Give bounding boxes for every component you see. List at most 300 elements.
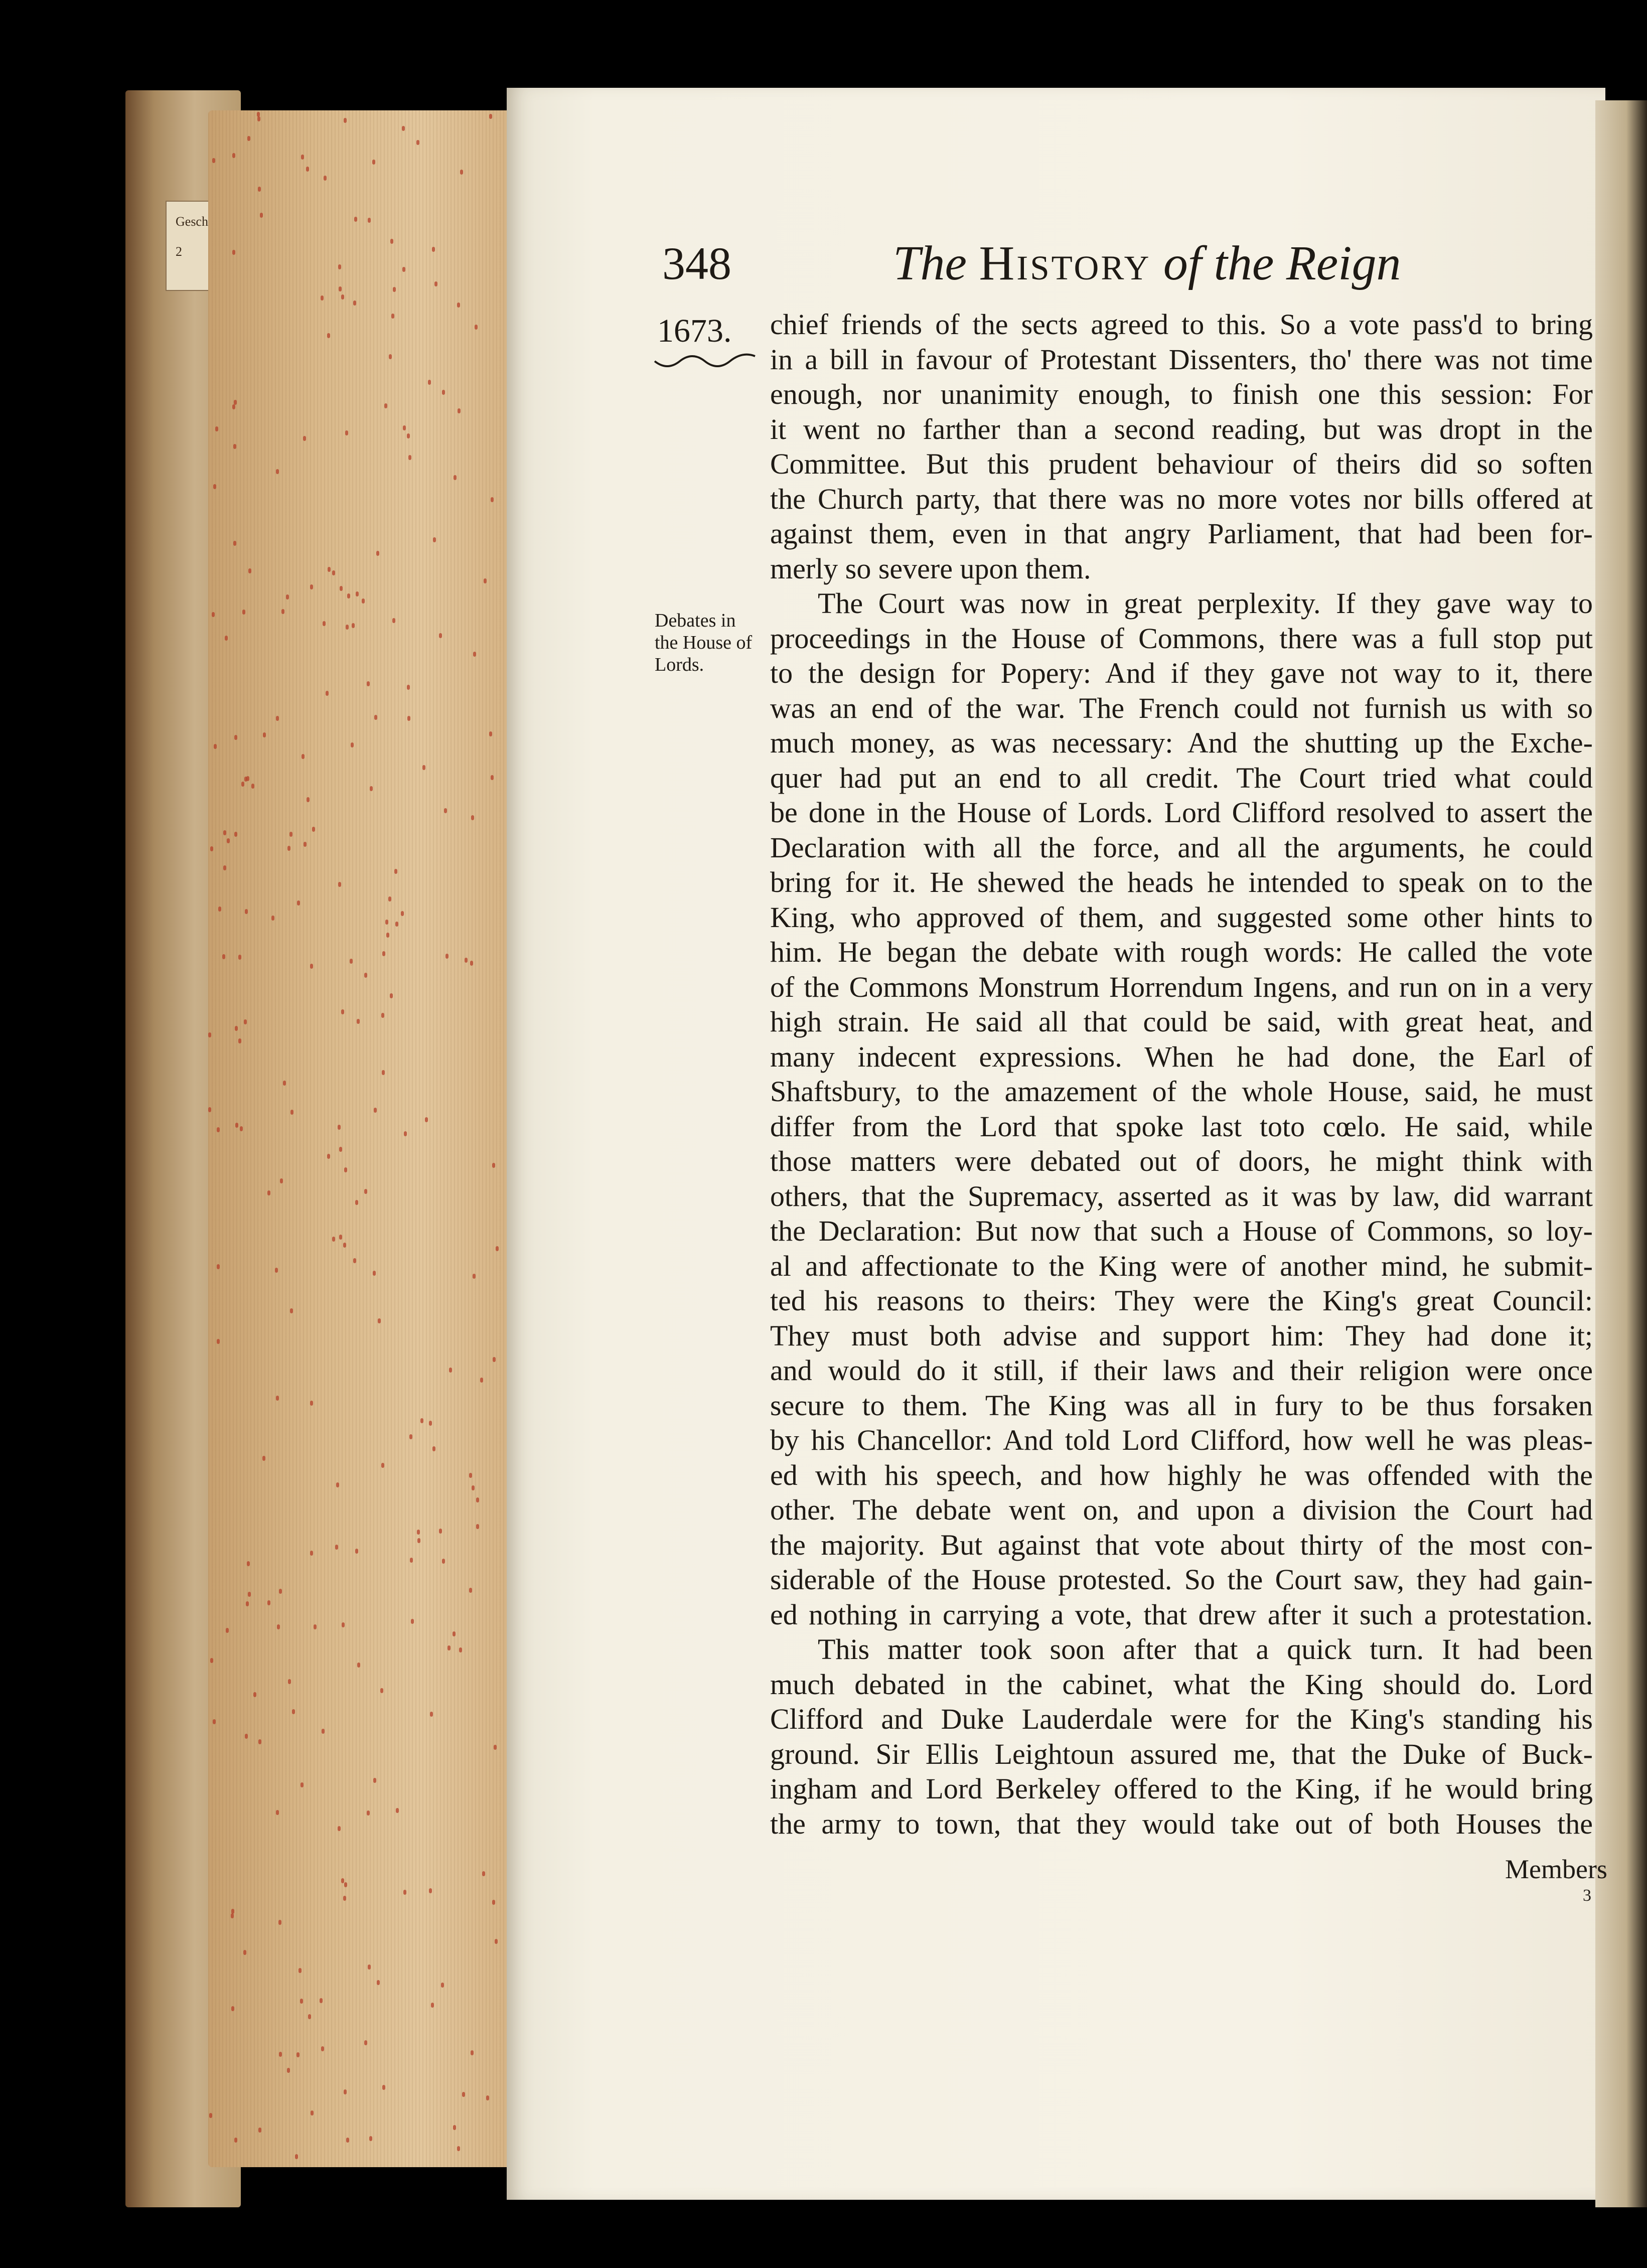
- red-speck: [407, 716, 410, 721]
- red-speck: [472, 1485, 475, 1490]
- red-speck: [409, 1434, 412, 1439]
- margin-note: [655, 610, 770, 676]
- red-speck: [301, 155, 304, 160]
- red-speck: [347, 593, 350, 598]
- page-block-edge: [208, 110, 514, 2167]
- red-speck: [310, 1551, 313, 1556]
- red-speck: [323, 621, 326, 626]
- text-line: King, who approved of them, and suggested some other hints to: [770, 900, 1593, 934]
- red-speck: [324, 176, 327, 181]
- red-speck: [368, 218, 371, 223]
- red-speck: [286, 594, 289, 599]
- red-speck: [489, 731, 492, 736]
- red-speck: [484, 578, 487, 583]
- text-line: bring for it. He shewed the heads he intended to speak on to the: [770, 866, 1593, 898]
- red-speck: [227, 838, 230, 843]
- red-speck: [453, 1631, 456, 1636]
- red-speck: [208, 1032, 211, 1037]
- red-speck: [390, 993, 393, 998]
- red-speck: [374, 1108, 377, 1113]
- red-speck: [447, 1645, 451, 1650]
- red-speck: [241, 782, 244, 787]
- red-speck: [457, 2146, 460, 2151]
- red-speck: [442, 1559, 445, 1564]
- text-line: be done in the House of Lords. Lord Clifford resolved to assert the: [770, 796, 1593, 829]
- text-line: by his Chancellor: And told Lord Clifford, how well he was pleas-: [770, 1424, 1593, 1456]
- margin-note-line: the House of: [655, 632, 753, 653]
- red-speck: [454, 475, 457, 480]
- red-speck: [380, 1688, 383, 1693]
- red-speck: [344, 118, 347, 123]
- margin-year: 1673.: [657, 313, 732, 349]
- red-speck: [244, 1019, 247, 1024]
- red-speck: [226, 1628, 229, 1633]
- red-speck: [279, 2052, 282, 2057]
- red-speck: [354, 217, 357, 222]
- red-speck: [214, 744, 217, 749]
- text-line: Clifford and Duke Lauderdale were for the King's standing his: [770, 1703, 1593, 1735]
- text-line: chief friends of the sects agreed to this. So a vote pass'd to bring: [770, 308, 1593, 341]
- red-speck: [462, 2092, 465, 2097]
- red-speck: [258, 187, 261, 192]
- text-line: others, that the Supremacy, asserted as it was by law, did warrant: [770, 1179, 1593, 1213]
- red-speck: [245, 1734, 248, 1739]
- red-speck: [320, 1998, 323, 2003]
- red-speck: [310, 1401, 313, 1406]
- text-line: those matters were debated out of doors, he might think with: [770, 1145, 1593, 1177]
- red-speck: [217, 1264, 220, 1269]
- red-speck: [396, 1808, 399, 1813]
- red-speck: [445, 954, 448, 959]
- red-speck: [279, 1589, 282, 1594]
- red-speck: [458, 408, 461, 413]
- text-line: much debated in the cabinet, what the King should do. Lord: [770, 1668, 1593, 1701]
- red-speck: [407, 685, 410, 690]
- red-speck: [369, 2136, 372, 2141]
- red-speck: [217, 1339, 220, 1344]
- red-speck: [251, 784, 254, 789]
- red-speck: [388, 896, 391, 901]
- red-speck: [232, 250, 235, 255]
- red-speck: [248, 568, 251, 573]
- red-speck: [222, 954, 225, 959]
- red-speck: [235, 1123, 238, 1128]
- red-speck: [308, 2014, 311, 2019]
- red-speck: [301, 1782, 304, 1787]
- red-speck: [350, 959, 353, 964]
- red-speck: [304, 842, 307, 847]
- red-speck: [267, 1600, 270, 1605]
- running-title: [893, 236, 1401, 291]
- red-speck: [322, 1729, 325, 1734]
- red-speck: [355, 1549, 358, 1554]
- red-speck: [213, 484, 216, 489]
- red-speck: [246, 1601, 249, 1606]
- red-speck: [276, 1396, 279, 1401]
- red-speck: [276, 469, 279, 474]
- red-speck: [368, 1964, 371, 1970]
- text-line: proceedings in the House of Commons, there was a full stop put: [770, 622, 1593, 655]
- text-line: many indecent expressions. When he had done, the Earl of: [770, 1040, 1593, 1073]
- red-speck: [442, 390, 445, 395]
- red-speck: [432, 1446, 435, 1451]
- text-line: Declaration with all the force, and all the arguments, he could: [770, 831, 1593, 864]
- red-speck: [353, 1258, 356, 1263]
- red-speck: [208, 1107, 211, 1112]
- red-speck: [492, 1163, 495, 1168]
- red-speck: [384, 403, 387, 408]
- red-speck: [344, 1167, 347, 1172]
- red-speck: [258, 1739, 261, 1744]
- red-speck: [439, 1529, 442, 1534]
- red-speck: [311, 2110, 314, 2115]
- red-speck: [341, 294, 344, 299]
- red-speck: [471, 2050, 474, 2055]
- red-speck: [310, 964, 313, 969]
- red-speck: [392, 618, 395, 623]
- red-speck: [248, 1592, 251, 1597]
- text-line: Committee. But this prudent behaviour of theirs did so soften: [770, 447, 1593, 480]
- red-speck: [471, 815, 474, 820]
- red-speck: [422, 765, 425, 770]
- text-line: it went no farther than a second reading, but was dropt in the: [770, 412, 1593, 445]
- red-speck: [218, 906, 221, 912]
- red-speck: [339, 1147, 342, 1152]
- text-line: to the design for Popery: And if they gave not way to it, there: [770, 657, 1593, 689]
- red-speck: [338, 264, 341, 269]
- red-speck: [262, 1456, 265, 1461]
- red-speck: [489, 114, 492, 119]
- red-speck: [340, 586, 343, 591]
- running-title-prefix: The: [893, 236, 967, 290]
- red-speck: [209, 2113, 212, 2118]
- text-line: The Court was now in great perplexity. If they gave way to: [818, 587, 1593, 620]
- red-speck: [260, 213, 263, 218]
- red-speck: [491, 775, 494, 780]
- red-speck: [339, 1235, 342, 1240]
- red-speck: [386, 933, 389, 938]
- red-speck: [476, 1497, 479, 1502]
- red-speck: [432, 247, 435, 252]
- red-speck: [486, 2095, 489, 2100]
- red-speck: [233, 541, 236, 546]
- text-line: ingham and Lord Berkeley offered to the King, if he would bring: [770, 1772, 1593, 1805]
- running-title-suffix: of the Reign: [1163, 236, 1401, 290]
- red-speck: [493, 1357, 496, 1362]
- red-speck: [258, 2128, 261, 2133]
- text-line: al and affectionate to the King were of another mind, he submit-: [770, 1249, 1593, 1282]
- red-speck: [342, 1622, 345, 1627]
- running-title-caps: History: [979, 236, 1151, 290]
- red-speck: [439, 633, 442, 638]
- shelf-label-line2: 2: [176, 244, 182, 259]
- red-speck: [408, 455, 411, 460]
- red-speck: [335, 1545, 338, 1550]
- red-speck: [245, 909, 248, 914]
- red-speck: [378, 1318, 381, 1323]
- red-speck: [287, 2068, 290, 2073]
- red-speck: [407, 433, 410, 438]
- red-speck: [235, 1026, 238, 1031]
- red-speck: [289, 832, 292, 837]
- red-speck: [281, 609, 284, 614]
- red-speck: [457, 303, 460, 308]
- red-speck: [473, 1274, 476, 1279]
- red-speck: [238, 955, 241, 960]
- red-speck: [362, 598, 365, 603]
- red-speck: [336, 1482, 339, 1487]
- red-speck: [246, 776, 249, 781]
- red-speck: [482, 1871, 485, 1876]
- red-speck: [428, 380, 431, 385]
- red-speck: [212, 158, 215, 163]
- red-speck: [292, 1709, 295, 1714]
- red-speck: [332, 570, 335, 575]
- text-line: and would do it still, if their laws and their religion were once: [770, 1354, 1593, 1387]
- red-speck: [496, 1246, 499, 1251]
- red-speck: [253, 1692, 256, 1697]
- red-speck: [373, 1271, 376, 1276]
- red-speck: [367, 681, 370, 686]
- red-speck: [338, 1125, 341, 1130]
- red-speck: [376, 551, 379, 556]
- text-line: secure to them. The King was all in fury to be thus forsaken: [770, 1389, 1593, 1422]
- red-speck: [343, 1243, 346, 1248]
- red-speck: [459, 1647, 462, 1652]
- red-speck: [290, 1308, 293, 1313]
- red-speck: [357, 1662, 360, 1668]
- red-speck: [465, 958, 468, 963]
- red-speck: [473, 652, 476, 657]
- red-speck: [355, 1200, 358, 1205]
- red-speck: [240, 1126, 243, 1131]
- red-speck: [469, 1588, 472, 1593]
- red-speck: [444, 808, 447, 813]
- red-speck: [326, 691, 329, 696]
- text-line: They must both advise and support him: They had done it;: [770, 1319, 1593, 1352]
- red-speck: [215, 426, 218, 431]
- shelf-label-line1: Gesch: [176, 214, 208, 229]
- red-speck: [213, 1719, 216, 1724]
- red-speck: [394, 869, 397, 874]
- red-speck: [491, 497, 494, 502]
- red-speck: [257, 116, 260, 121]
- signature-mark: 3: [1583, 1886, 1591, 1905]
- red-speck: [278, 1920, 281, 1925]
- red-speck: [327, 1154, 330, 1159]
- margin-note-line: Debates in: [655, 610, 736, 631]
- red-speck: [302, 754, 305, 759]
- text-line: differ from the Lord that spoke last toto cœlo. He said, while: [770, 1110, 1593, 1143]
- red-speck: [411, 1619, 414, 1624]
- text-line: Shaftsbury, to the amazement of the whole House, said, he must: [770, 1075, 1593, 1108]
- red-speck: [275, 1268, 278, 1273]
- text-line: the Declaration: But now that such a House of Commons, so loy-: [770, 1215, 1593, 1247]
- red-speck: [495, 1939, 498, 1944]
- red-speck: [267, 1190, 270, 1195]
- red-speck: [346, 625, 349, 630]
- red-speck: [410, 1558, 413, 1563]
- red-speck: [290, 1110, 293, 1115]
- red-speck: [433, 537, 436, 542]
- red-speck: [494, 1745, 497, 1750]
- running-head: [662, 236, 1515, 296]
- page-number: 348: [662, 238, 731, 289]
- red-speck: [364, 2040, 367, 2045]
- red-speck: [321, 2046, 324, 2051]
- text-line: This matter took soon after that a quick turn. It had been: [818, 1633, 1593, 1666]
- red-speck: [403, 1890, 406, 1895]
- red-speck: [287, 846, 290, 851]
- red-speck: [341, 1878, 344, 1883]
- red-speck: [382, 1070, 385, 1075]
- red-speck: [283, 1081, 286, 1086]
- red-speck: [288, 1679, 291, 1684]
- text-line: quer had put an end to all credit. The Court tried what could: [770, 761, 1593, 794]
- red-speck: [441, 1983, 444, 1988]
- red-speck: [297, 900, 300, 905]
- red-speck: [233, 444, 236, 449]
- red-speck: [321, 295, 324, 300]
- text-line: against them, even in that angry Parliament, that had been for-: [770, 517, 1593, 550]
- red-speck: [430, 1712, 433, 1717]
- red-speck: [312, 827, 315, 832]
- body-text: [770, 307, 1593, 1841]
- red-speck: [429, 1421, 432, 1426]
- red-speck: [247, 136, 250, 141]
- red-speck: [476, 1524, 479, 1529]
- red-speck: [234, 735, 237, 740]
- red-speck: [338, 1826, 341, 1831]
- red-speck: [402, 267, 405, 272]
- red-speck: [385, 920, 388, 925]
- red-speck: [356, 591, 359, 596]
- text-line: much money, as was necessary: And the shutting up the Exche-: [770, 726, 1593, 759]
- red-speck: [382, 951, 385, 956]
- text-line: ground. Sir Ellis Leightoun assured me, that the Duke of Buck-: [770, 1737, 1593, 1770]
- red-speck: [425, 1117, 428, 1122]
- red-speck: [370, 786, 373, 791]
- red-speck: [374, 715, 377, 720]
- text-line: the army to town, that they would take out of both Houses the: [770, 1807, 1593, 1840]
- red-speck: [372, 160, 375, 165]
- red-speck: [232, 404, 235, 409]
- red-speck: [417, 1538, 420, 1543]
- red-speck: [234, 832, 237, 837]
- red-speck: [263, 732, 266, 737]
- margin-note-line: Lords.: [655, 654, 704, 675]
- red-speck: [225, 636, 228, 641]
- text-line: high strain. He said all that could be said, with great heat, and: [770, 1005, 1593, 1038]
- text-line: him. He began the debate with rough words: He called the vote: [770, 936, 1593, 968]
- red-speck: [391, 314, 394, 319]
- red-speck: [475, 325, 478, 330]
- red-speck: [381, 1463, 384, 1468]
- red-speck: [373, 1778, 376, 1783]
- text-line: other. The debate went on, and upon a division the Court had: [770, 1493, 1593, 1526]
- red-speck: [234, 2138, 237, 2143]
- catchword: Members: [1505, 1854, 1607, 1884]
- red-speck: [310, 584, 313, 589]
- red-speck: [296, 2052, 300, 2057]
- red-speck: [367, 1810, 370, 1816]
- red-speck: [470, 961, 473, 966]
- red-speck: [377, 1980, 380, 1985]
- red-speck: [351, 742, 354, 747]
- red-speck: [328, 567, 331, 572]
- red-speck: [343, 1896, 346, 1901]
- red-speck: [276, 1810, 279, 1815]
- red-speck: [401, 911, 404, 916]
- red-speck: [429, 1888, 432, 1893]
- red-speck: [389, 354, 392, 359]
- red-speck: [382, 2085, 385, 2090]
- red-speck: [247, 1561, 250, 1566]
- red-speck: [242, 610, 245, 615]
- red-speck: [303, 436, 306, 441]
- text-line: merly so severe upon them.: [770, 552, 1091, 585]
- red-speck: [212, 612, 215, 617]
- red-speck: [314, 1624, 317, 1629]
- red-speck: [210, 1658, 213, 1663]
- text-line: enough, nor unanimity enough, to finish one this session: For: [770, 378, 1593, 410]
- year-flourish: [652, 351, 758, 371]
- red-speck: [346, 2138, 349, 2143]
- page-right-edge: [1595, 100, 1647, 2207]
- red-speck: [395, 922, 398, 927]
- red-speck: [449, 1368, 452, 1373]
- red-speck: [280, 1178, 283, 1183]
- red-speck: [300, 1999, 303, 2004]
- red-speck: [223, 830, 226, 835]
- red-speck: [357, 1019, 360, 1024]
- red-speck: [231, 1913, 234, 1918]
- red-speck: [298, 1968, 302, 1973]
- text-line: ted his reasons to theirs: They were the King's great Council:: [770, 1284, 1593, 1317]
- red-speck: [238, 1038, 241, 1043]
- red-speck: [217, 1127, 220, 1132]
- text-line: the majority. But against that vote about thirty of the most con-: [770, 1528, 1593, 1561]
- red-speck: [210, 846, 213, 851]
- red-speck: [306, 167, 309, 172]
- red-speck: [344, 2089, 347, 2094]
- text-line: was an end of the war. The French could not furnish us with so: [770, 691, 1593, 724]
- text-line: ed with his speech, and how highly he was offended with the: [770, 1458, 1593, 1491]
- red-speck: [243, 1950, 246, 1955]
- red-speck: [332, 1237, 335, 1242]
- red-speck: [277, 1624, 280, 1629]
- red-speck: [345, 430, 348, 435]
- text-line: siderable of the House protested. So the Court saw, they had gain-: [770, 1563, 1593, 1596]
- text-line: the Church party, that there was no more votes nor bills offered at: [770, 482, 1593, 515]
- red-speck: [492, 1900, 495, 1905]
- red-speck: [390, 239, 393, 244]
- red-speck: [364, 1189, 367, 1194]
- red-speck: [276, 716, 279, 721]
- red-speck: [469, 1473, 472, 1478]
- red-speck: [338, 882, 341, 887]
- red-speck: [402, 126, 405, 131]
- red-speck: [231, 2006, 234, 2011]
- text-line: of the Commons Monstrum Horrendum Ingens, and run on in a very: [770, 970, 1593, 1003]
- red-speck: [327, 333, 330, 338]
- red-speck: [295, 2154, 298, 2159]
- red-speck: [339, 286, 342, 291]
- red-speck: [353, 300, 356, 306]
- red-speck: [271, 916, 274, 921]
- red-speck: [434, 281, 437, 286]
- red-speck: [403, 425, 406, 430]
